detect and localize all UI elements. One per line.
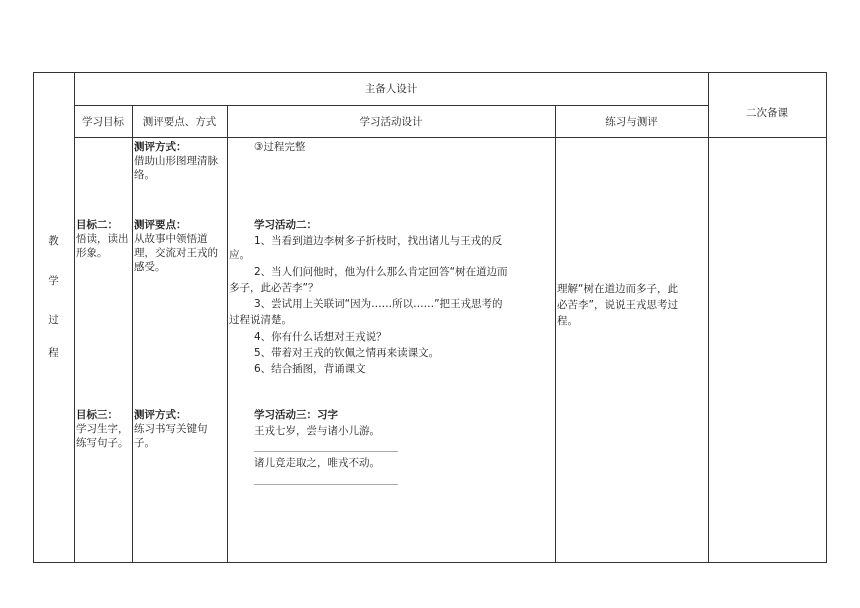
activity-item: 3、尝试用上关联词“因为……所以……”把王戎思考的	[254, 298, 503, 310]
row3-goal-text: 学习生字，练写句子。	[76, 423, 129, 449]
activity-item: 6、结合插图，背诵课文	[254, 363, 366, 375]
header-bottom	[74, 137, 826, 138]
activity-item: 应。	[229, 249, 250, 261]
row3-activity-line1: 王戎七岁，尝与诸小儿游。	[254, 425, 380, 437]
col-divider-side	[74, 72, 75, 563]
row3-eval-title: 测评方式：	[134, 409, 187, 421]
col-goal-header: 学习目标	[82, 116, 124, 128]
activity-item: 过程说清楚。	[229, 314, 292, 326]
row1-eval-title: 测评方式：	[134, 141, 187, 153]
activity-item: 2、当人们问他时，他为什么那么肯定回答“树在道边而	[254, 266, 508, 278]
row1-activity-text: ③过程完整	[254, 141, 306, 153]
activity-item: 多子，此必苦李”？	[229, 282, 319, 294]
side-label-char: 学	[48, 275, 59, 287]
second-prep-header: 二次备课	[746, 107, 788, 119]
activity-item: 1、当看到道边李树多子折枝时，找出诸儿与王戎的反	[254, 235, 503, 247]
row3-activity-title: 学习活动三：习字	[254, 409, 338, 421]
side-label-char: 教	[48, 235, 59, 247]
writing-line	[254, 484, 398, 485]
writing-line	[254, 451, 398, 452]
row2-practice-line: 理解“树在道边而多子，此	[557, 283, 678, 295]
row2-goal-text: 悟读，读出形象。	[76, 233, 129, 259]
row2-practice-line: 程。	[557, 315, 578, 327]
row3-eval-text: 练习书写关键句子。	[134, 423, 208, 449]
row2-goal-title: 目标二：	[76, 219, 118, 231]
row2-practice-line: 必苦李”，说说王戎思考过	[557, 299, 678, 311]
col-divider-goal	[132, 105, 133, 563]
activity-item: 5、带着对王戎的钦佩之情再来读课文。	[254, 347, 440, 359]
side-label-char: 程	[48, 347, 59, 359]
main-preparer-header: 主备人设计	[364, 83, 418, 95]
side-label-char: 过	[48, 314, 59, 326]
col-divider-eval	[227, 105, 228, 563]
row1-eval-text: 借助山形图理清脉络。	[134, 155, 218, 181]
header-divider	[74, 105, 708, 106]
row2-eval-text: 从故事中领悟道理，交流对王戎的感受。	[134, 233, 218, 273]
col-eval-header: 测评要点、方式	[142, 116, 217, 128]
col-divider-practice	[708, 72, 709, 563]
col-activity-header: 学习活动设计	[359, 116, 423, 128]
activity-item: 4、你有什么话想对王戎说？	[254, 331, 387, 343]
row2-activity-title: 学习活动二：	[254, 219, 317, 231]
row3-goal-title: 目标三：	[76, 409, 118, 421]
row3-activity-line2: 诸儿竞走取之，唯戎不动。	[254, 457, 380, 469]
col-divider-activity	[555, 105, 556, 563]
row2-eval-title: 测评要点：	[134, 219, 187, 231]
col-practice-header: 练习与测评	[605, 116, 658, 128]
table-border-right	[826, 72, 827, 563]
